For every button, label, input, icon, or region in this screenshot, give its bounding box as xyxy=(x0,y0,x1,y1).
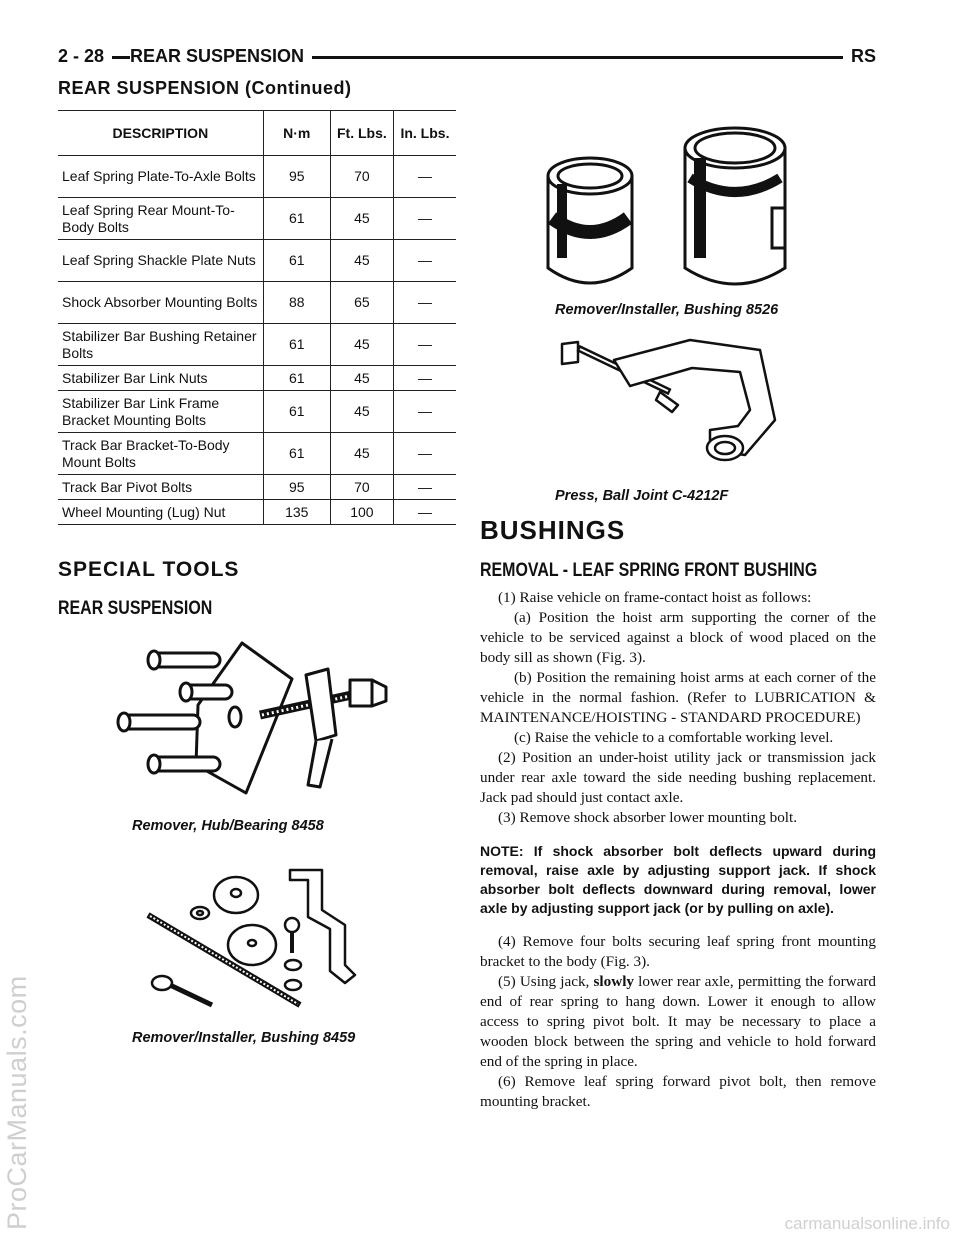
row-in-lbs: — xyxy=(393,475,456,500)
row-nm: 61 xyxy=(263,324,330,366)
row-in-lbs: — xyxy=(393,156,456,198)
hub-bearing-remover-illustration xyxy=(110,635,400,815)
footer-watermark: carmanualsonline.info xyxy=(784,1214,950,1233)
table-row xyxy=(58,324,456,366)
row-nm: 61 xyxy=(263,240,330,282)
step-1a: (a) Position the hoist arm supporting the corner of the vehicle to be serviced against a block of wood placed on the body sill as shown (Fig. 3). xyxy=(480,609,876,666)
row-nm: 61 xyxy=(263,391,330,433)
row-description: Wheel Mounting (Lug) Nut xyxy=(58,500,263,525)
caption-hub-bearing: Remover, Hub/Bearing 8458 xyxy=(132,818,324,834)
row-ft-lbs: 45 xyxy=(330,433,393,475)
row-in-lbs: — xyxy=(393,282,456,324)
note-shock-bolt: NOTE: If shock absorber bolt deflects upward during removal, raise axle by adjusting support jack. If shock absorber bolt deflects downward during removal, lower axle by adjusting support jack (or by pulling on axle). xyxy=(480,843,876,916)
removal-subheading: REMOVAL - LEAF SPRING FRONT BUSHING xyxy=(480,560,818,581)
model-code: RS xyxy=(843,46,876,67)
step-1b: (b) Position the remaining hoist arms at each corner of the vehicle in the normal fashion. (Refer to LUBRICATION & MAINTENANCE/HOISTING - STANDARD PROCEDURE) xyxy=(480,669,876,726)
row-nm: 61 xyxy=(263,366,330,391)
caption-press: Press, Ball Joint C-4212F xyxy=(555,488,729,504)
row-ft-lbs: 45 xyxy=(330,198,393,240)
table-row xyxy=(58,433,456,475)
step-5-start: (5) Using jack, xyxy=(498,973,590,990)
row-ft-lbs: 45 xyxy=(330,366,393,391)
table-row xyxy=(58,366,456,391)
row-in-lbs: — xyxy=(393,198,456,240)
row-nm: 61 xyxy=(263,198,330,240)
row-description: Leaf Spring Rear Mount-To-Body Bolts xyxy=(58,198,263,240)
bushings-heading: BUSHINGS xyxy=(480,515,626,545)
row-ft-lbs: 45 xyxy=(330,391,393,433)
removal-procedure xyxy=(480,588,876,1112)
table-row xyxy=(58,198,456,240)
step-5-emphasis: slowly xyxy=(593,973,635,990)
row-in-lbs: — xyxy=(393,391,456,433)
section-title: REAR SUSPENSION xyxy=(130,46,312,67)
step-5 xyxy=(480,972,876,1072)
col-header-in-lbs: In. Lbs. xyxy=(393,111,456,156)
special-tools-heading: SPECIAL TOOLS xyxy=(58,558,240,581)
step-2: (2) Position an under-hoist utility jack or transmission jack under rear axle toward the side needing bushing replacement. Jack pad should just contact axle. xyxy=(480,749,876,806)
table-row xyxy=(58,391,456,433)
page-number: 2 - 28 xyxy=(58,46,112,67)
table-row xyxy=(58,282,456,324)
row-nm: 61 xyxy=(263,433,330,475)
bushing-8459-illustration xyxy=(140,855,380,1025)
row-in-lbs: — xyxy=(393,324,456,366)
continued-title: REAR SUSPENSION (Continued) xyxy=(58,78,352,98)
row-ft-lbs: 65 xyxy=(330,282,393,324)
table-row xyxy=(58,475,456,500)
row-description: Track Bar Bracket-To-Body Mount Bolts xyxy=(58,433,263,475)
row-description: Stabilizer Bar Link Nuts xyxy=(58,366,263,391)
row-ft-lbs: 45 xyxy=(330,324,393,366)
caption-bushing-8526: Remover/Installer, Bushing 8526 xyxy=(555,302,779,318)
bushing-8526-illustration xyxy=(540,118,810,298)
row-description: Stabilizer Bar Bushing Retainer Bolts xyxy=(58,324,263,366)
row-ft-lbs: 45 xyxy=(330,240,393,282)
ball-joint-press-illustration xyxy=(560,330,800,480)
table-row xyxy=(58,156,456,198)
row-description: Stabilizer Bar Link Frame Bracket Mounting Bolts xyxy=(58,391,263,433)
row-in-lbs: — xyxy=(393,240,456,282)
step-1c: (c) Raise the vehicle to a comfortable working level. xyxy=(514,729,834,746)
row-nm: 95 xyxy=(263,156,330,198)
caption-bushing-8459: Remover/Installer, Bushing 8459 xyxy=(132,1030,356,1046)
table-header-row xyxy=(58,111,456,156)
rear-suspension-subheading: REAR SUSPENSION xyxy=(58,598,213,619)
row-in-lbs: — xyxy=(393,366,456,391)
side-watermark: ProCarManuals.com xyxy=(2,975,32,1230)
step-4: (4) Remove four bolts securing leaf spring front mounting bracket to the body (Fig. 3). xyxy=(480,933,876,970)
col-header-description: DESCRIPTION xyxy=(58,111,263,156)
row-nm: 135 xyxy=(263,500,330,525)
row-description: Leaf Spring Plate-To-Axle Bolts xyxy=(58,156,263,198)
step-5-rest: lower rear axle, permitting the forward end of rear spring to hang down. Lower it enough to allow access to spring pivot bolt. It may be necessary to place a wooden block between the spring and vehicle to hold forward end of the spring in place. xyxy=(480,973,876,1070)
row-nm: 95 xyxy=(263,475,330,500)
table-row xyxy=(58,500,456,525)
row-ft-lbs: 70 xyxy=(330,475,393,500)
step-3: (3) Remove shock absorber lower mounting bolt. xyxy=(498,809,798,826)
table-row xyxy=(58,240,456,282)
col-header-nm: N·m xyxy=(263,111,330,156)
torque-spec-table xyxy=(58,110,456,525)
row-description: Shock Absorber Mounting Bolts xyxy=(58,282,263,324)
row-nm: 88 xyxy=(263,282,330,324)
row-ft-lbs: 100 xyxy=(330,500,393,525)
row-in-lbs: — xyxy=(393,500,456,525)
step-1: (1) Raise vehicle on frame-contact hoist as follows: xyxy=(498,589,812,606)
row-description: Track Bar Pivot Bolts xyxy=(58,475,263,500)
page-header xyxy=(58,46,876,72)
row-in-lbs: — xyxy=(393,433,456,475)
row-ft-lbs: 70 xyxy=(330,156,393,198)
row-description: Leaf Spring Shackle Plate Nuts xyxy=(58,240,263,282)
step-6: (6) Remove leaf spring forward pivot bolt, then remove mounting bracket. xyxy=(480,1073,876,1110)
col-header-ft-lbs: Ft. Lbs. xyxy=(330,111,393,156)
